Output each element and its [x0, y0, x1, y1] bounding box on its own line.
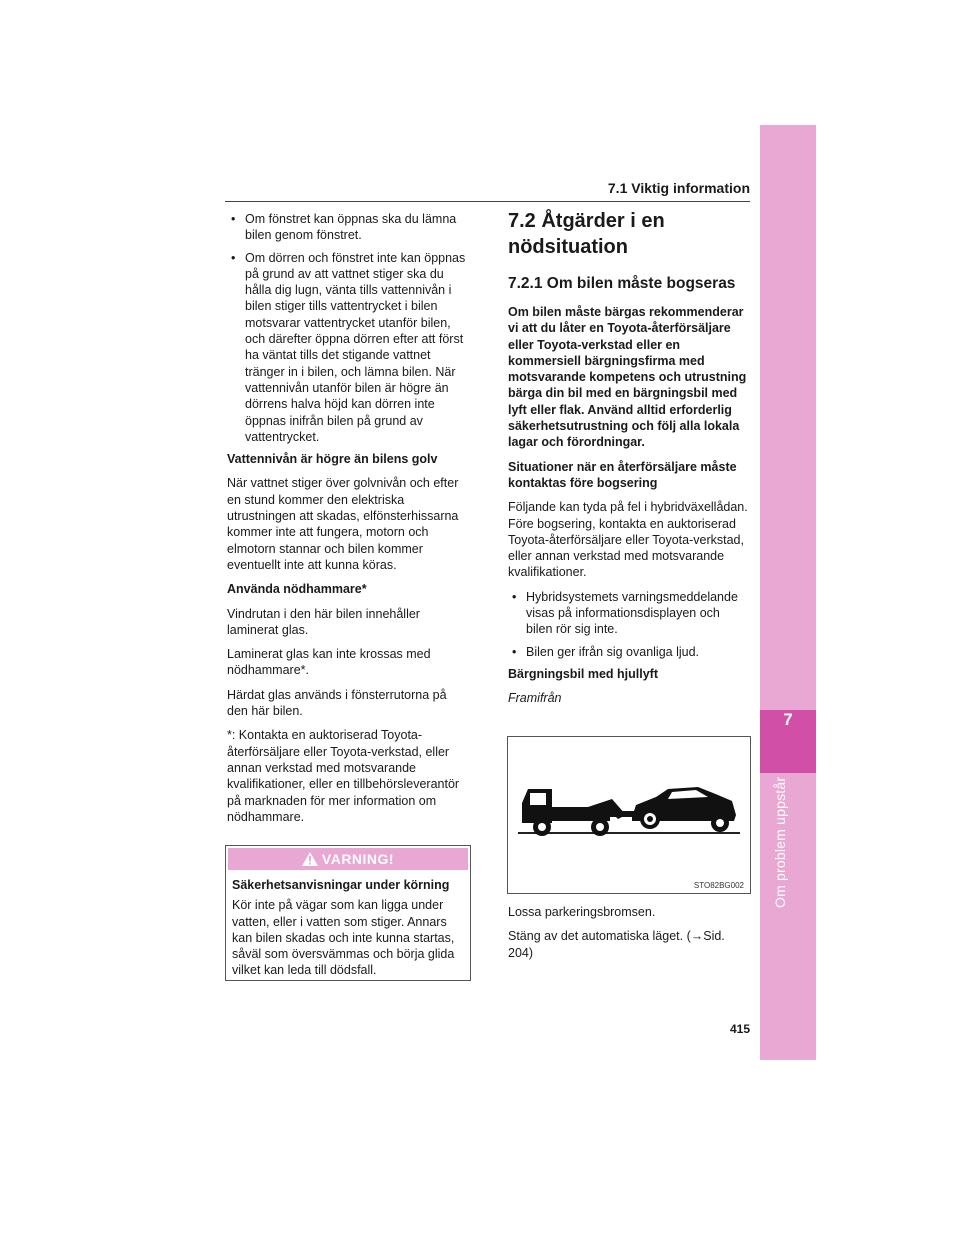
footnote: *: Kontakta en auktoriserad Toyota-återförsäljare eller Toyota-verkstad, eller annan verkstad med motsvarande kvalifikationer, eller en tillbehörsleverantör på marknaden för mer information om nödhammare. — [227, 728, 460, 824]
list-item: • Hybridsystemets varningsmeddelande visas på informationsdisplayen och bilen rör sig inte. — [508, 589, 748, 638]
warning-box — [225, 845, 471, 981]
page-number: 415 — [729, 1022, 750, 1036]
heading-emergency-hammer: Använda nödhammare* — [227, 582, 367, 597]
paragraph-parking-brake: Lossa parkeringsbromsen. — [508, 905, 656, 919]
heading-water-level: Vattennivån är högre än bilens golv — [227, 452, 438, 467]
tow-truck-figure — [507, 736, 751, 894]
left-column — [227, 211, 467, 833]
warning-subheading: Säkerhetsanvisningar under körning — [232, 878, 450, 892]
chapter-label: Om problem uppstår — [772, 776, 788, 908]
warning-title: VARNING! — [321, 851, 395, 867]
list-item: • Bilen ger ifrån sig ovanliga ljud. — [508, 644, 748, 660]
chapter-number: 7 — [783, 710, 793, 729]
warning-text: Kör inte på vägar som kan ligga under vatten, eller i vatten som stiger. Annars kan bilen skadas och inte kunna startas, såväl som översvämmas och börja glida vilket kan leda till dödsfall. — [232, 898, 455, 978]
warning-triangle-icon — [302, 852, 318, 866]
section-title-line-1: 7.2 Åtgärder i en — [508, 210, 665, 232]
section-title — [508, 208, 748, 260]
header-divider — [225, 201, 750, 202]
paragraph-situations: Följande kan tyda på fel i hybridväxellådan. Före bogsering, kontakta en auktoriserad Toyota-återförsäljare eller Toyota-verkstad, eller annan verkstad med motsvarande kvalifikationer. — [508, 500, 748, 580]
subsection-title: 7.2.1 Om bilen måste bogseras — [508, 275, 736, 292]
figure-code: STO82BG002 — [693, 881, 744, 890]
heading-tow-truck: Bärgningsbil med hjullyft — [508, 666, 659, 681]
paragraph-auto-mode: Stäng av det automatiska läget. (→Sid. 204) — [508, 929, 725, 960]
section-header: 7.1 Viktig information — [607, 180, 750, 196]
warning-header — [228, 848, 468, 870]
section-title-line-2: nödsituation — [508, 236, 628, 258]
right-column-bottom — [508, 904, 748, 969]
chapter-side-tab — [760, 125, 816, 1060]
heading-situations: Situationer när en återförsäljare måste kontaktas före bogsering — [508, 459, 737, 490]
right-column — [508, 208, 748, 715]
tow-truck-illustration — [508, 737, 750, 893]
paragraph-hammer-1: Vindrutan i den här bilen innehåller laminerat glas. — [227, 606, 420, 637]
intro-paragraph: Om bilen måste bärgas rekommenderar vi att du låter en Toyota-återförsäljare eller Toyota-verkstad eller en kommersiell bärgningsfirma med motsvarande kompetens och utrustning bärga din bil med en bärgningsbil med lyft eller flak. Använd alltid erforderlig säkerhetsutrustning och följ alla lokala lagar och förordningar. — [508, 305, 747, 450]
paragraph-water-level: När vattnet stiger över golvnivån och efter en stund kommer den elektriska utrustningen att skadas, elfönsterhissarna kommer inte att fungera, motorn och elmotorn stannar och bilen kommer eventuellt inte att kunna köras. — [227, 476, 459, 572]
list-item: • Om fönstret kan öppnas ska du lämna bilen genom fönstret. — [227, 211, 467, 244]
caption-front-view: Framifrån — [508, 691, 562, 706]
paragraph-hammer-2: Laminerat glas kan inte krossas med nödhammare*. — [227, 647, 431, 678]
list-item: • Om dörren och fönstret inte kan öppnas på grund av att vattnet stiger ska du hålla dig lugn, vänta tills vattennivån i bilen stiger tills vattentrycket i bilen motsvarar vattentrycket utanför bilen, och därefter öppna dörren efter att först ha väntat tills det stigande vattnet tränger in i bilen, och lämna bilen. När vattennivån utanför bilen är högre än dörrens halva höjd kan dörren inte öppnas inifrån bilen på grund av vattentrycket. — [227, 250, 467, 446]
paragraph-hammer-3: Härdat glas används i fönsterrutorna på den här bilen. — [227, 687, 447, 719]
